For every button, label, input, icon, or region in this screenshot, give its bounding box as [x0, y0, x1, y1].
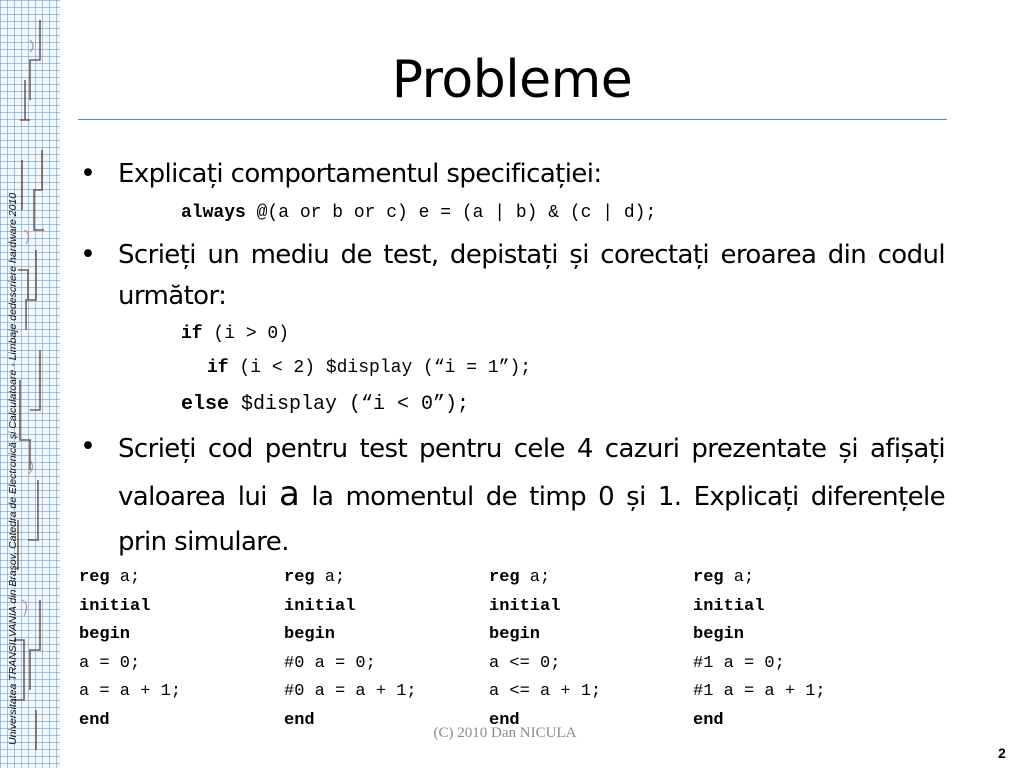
keyword-begin: begin: [489, 625, 541, 645]
code-column-2: [284, 564, 417, 736]
code-line-1: a <= 0;: [489, 653, 561, 673]
reg-decl: a;: [519, 568, 551, 587]
keyword-initial: initial: [79, 596, 151, 616]
page-title: Probleme: [391, 50, 633, 110]
code-always: [181, 203, 656, 223]
bullet-text-3-part-1: Scrieți cod pentru test pentru cele 4 cazuri prezentate și afișați valoarea lui: [118, 434, 945, 512]
side-grid-strip: [0, 0, 60, 768]
keyword-end: end: [489, 710, 520, 730]
keyword-end: end: [284, 710, 315, 730]
reg-decl: a;: [723, 568, 755, 587]
bullet-text-1: Explicați comportamentul specificației:: [118, 159, 602, 189]
keyword-reg: reg: [489, 568, 520, 587]
title-underline: [78, 119, 947, 120]
code-line-1: a = 0;: [79, 653, 141, 673]
keyword-begin: begin: [79, 625, 131, 645]
keyword-if: if: [181, 324, 203, 344]
keyword-initial: initial: [693, 596, 765, 616]
code-if-1-rest: (i > 0): [202, 324, 290, 344]
code-if-1: [181, 324, 289, 344]
reg-decl: a;: [109, 568, 141, 587]
code-column-3: [489, 564, 601, 736]
code-always-rest: @(a or b or c) e = (a | b) & (c | d);: [245, 203, 657, 223]
code-line-2: #1 a = a + 1;: [693, 682, 826, 702]
bullet-text-2: Scrieți un mediu de test, depistați și corectați eroarea din codul următor:: [118, 240, 945, 311]
bullet-marker: •: [80, 431, 96, 462]
code-column-1: [79, 564, 181, 736]
keyword-initial: initial: [284, 596, 356, 616]
copyright-footer: (C) 2010 Dan NICULA: [433, 725, 577, 741]
code-line-2: #0 a = a + 1;: [284, 682, 417, 702]
code-if-2: [207, 358, 531, 378]
keyword-reg: reg: [79, 568, 110, 587]
code-line-2: a <= a + 1;: [489, 682, 602, 702]
keyword-end: end: [79, 710, 110, 730]
side-vertical-text: Universitatea TRANSILVANIA din Brașov, Catedra de Electronică și Calculatoare - Limbaje dedescriere hardware 2010: [7, 192, 19, 745]
keyword-always: always: [181, 203, 246, 223]
code-line-2: a = a + 1;: [79, 682, 182, 702]
code-column-4: [693, 564, 826, 736]
bullet-text-3-part-2: la momentul de timp 0 și 1. Explicați diferențele prin simulare.: [118, 482, 945, 557]
code-line-1: #0 a = 0;: [284, 653, 376, 673]
reg-decl: a;: [314, 568, 346, 587]
keyword-reg: reg: [693, 568, 724, 587]
code-else-rest: $display (“i < 0”);: [229, 393, 470, 416]
variable-a: a: [279, 474, 300, 514]
keyword-reg: reg: [284, 568, 315, 587]
keyword-end: end: [693, 710, 724, 730]
bullet-text-3: [118, 427, 945, 565]
code-if-2-rest: (i < 2) $display (“i = 1”);: [228, 358, 532, 378]
code-line-1: #1 a = 0;: [693, 653, 785, 673]
page-number: 2: [998, 745, 1006, 761]
bullet-marker: •: [80, 158, 96, 189]
keyword-begin: begin: [284, 625, 336, 645]
keyword-initial: initial: [489, 596, 561, 616]
keyword-begin: begin: [693, 625, 745, 645]
code-else: [181, 393, 469, 416]
keyword-if: if: [207, 358, 229, 378]
bullet-marker: •: [80, 239, 96, 270]
keyword-else: else: [181, 393, 230, 416]
